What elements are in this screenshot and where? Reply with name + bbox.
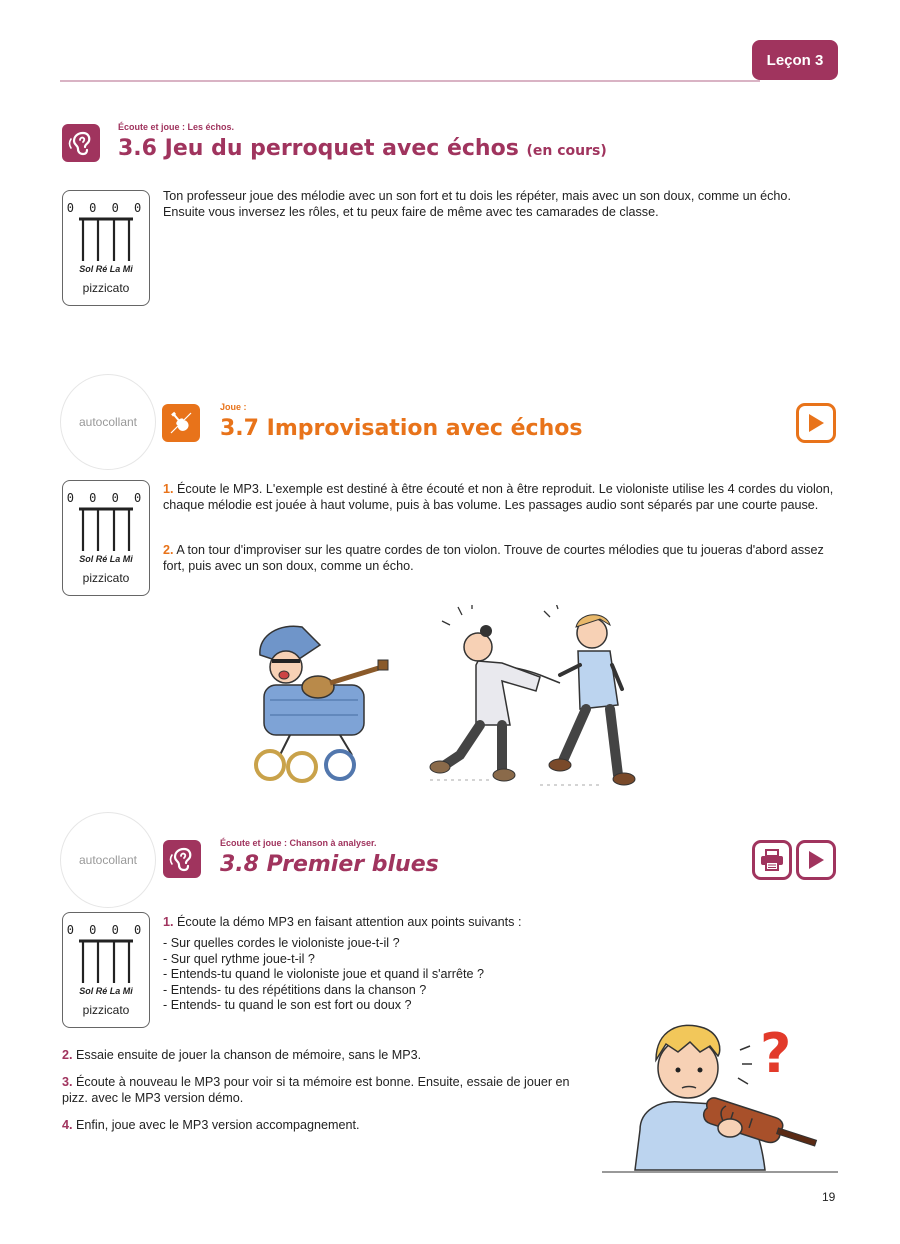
play-icon	[807, 850, 825, 870]
item-number: 4.	[62, 1118, 73, 1132]
ear-icon	[62, 124, 100, 162]
audio-play-button[interactable]	[796, 840, 836, 880]
echo-illustration	[240, 605, 670, 800]
list-item: - Sur quel rythme joue-t-il ?	[163, 951, 315, 966]
section-number: 3.7	[220, 416, 259, 441]
pizzicato-label: pizzicato	[82, 1003, 130, 1017]
string-names: Sol Ré La Mi	[79, 986, 133, 996]
item-number: 3.	[62, 1075, 73, 1089]
open-strings-zeros: 0 0 0 0	[66, 491, 146, 505]
question-list	[163, 936, 643, 1014]
list-item: - Sur quelles cordes le violoniste joue-t-il ?	[163, 936, 400, 950]
play-icon	[807, 413, 825, 433]
section-title-text: Jeu du perroquet avec échos	[164, 136, 519, 161]
section-number: 3.8	[220, 852, 259, 877]
item-text: A ton tour d'improviser sur les quatre cordes de ton violon. Trouve de courtes mélodies que tu joueras d'abord assez fort, puis avec un son doux, comme un écho.	[163, 543, 824, 573]
item-text: Écoute à nouveau le MP3 pour voir si ta mémoire est bonne. Ensuite, essaie de jouer en pizz. avec le MP3 version démo.	[62, 1075, 570, 1105]
instruction-2	[62, 1047, 582, 1063]
pram-drawing	[256, 626, 388, 781]
list-item: - Entends-tu quand le violoniste joue et quand il s'arrête ?	[163, 967, 484, 981]
instruction-4	[62, 1117, 582, 1133]
section-title-text: Premier blues	[266, 852, 439, 877]
sticker-placeholder: autocollant	[60, 374, 156, 470]
string-names: Sol Ré La Mi	[79, 264, 133, 274]
pizzicato-label: pizzicato	[82, 571, 130, 585]
ear-icon	[163, 840, 201, 878]
printer-icon	[760, 849, 784, 871]
string-diagram	[75, 217, 137, 261]
string-diagram	[75, 507, 137, 551]
pizzicato-box	[62, 480, 150, 596]
section-status: (en cours)	[526, 143, 607, 159]
instruction-1	[163, 914, 683, 930]
page-number: 19	[822, 1190, 836, 1204]
section-title	[220, 852, 439, 877]
pizzicato-label: pizzicato	[82, 281, 130, 295]
item-text: Essaie ensuite de jouer la chanson de mémoire, sans le MP3.	[76, 1048, 422, 1062]
header-rule	[60, 80, 760, 82]
item-text: Écoute le MP3. L'exemple est destiné à être écouté et non à être reproduit. Le violoniste utilise les 4 cordes du violon, chaque mélodie est jouée à haut volume, puis à bas volume. Les passages audio sont séparés par une courte pause.	[163, 482, 834, 512]
item-number: 1.	[163, 915, 174, 929]
item-text: Écoute la démo MP3 en faisant attention aux points suivants :	[177, 915, 522, 929]
pizzicato-box	[62, 912, 150, 1028]
lesson-badge: Leçon 3	[752, 40, 838, 80]
instruction-1	[163, 481, 843, 513]
violin-icon	[162, 404, 200, 442]
boy-violin-illustration	[600, 1010, 840, 1180]
open-strings-zeros: 0 0 0 0	[66, 201, 146, 215]
item-text: Enfin, joue avec le MP3 version accompagnement.	[76, 1118, 360, 1132]
section-title	[220, 416, 582, 441]
list-item: - Entends- tu des répétitions dans la chanson ?	[163, 982, 427, 997]
section-title-text: Improvisation avec échos	[266, 416, 583, 441]
section-label: Écoute et joue : Les échos.	[118, 122, 235, 132]
section-label: Écoute et joue : Chanson à analyser.	[220, 838, 377, 848]
item-number: 1.	[163, 482, 174, 496]
section-label: Joue :	[220, 402, 247, 412]
section-number: 3.6	[118, 136, 157, 161]
question-mark: ?	[760, 1022, 792, 1085]
instruction-2	[163, 542, 843, 574]
open-strings-zeros: 0 0 0 0	[66, 923, 146, 937]
list-item: - Entends- tu quand le son est fort ou doux ?	[163, 998, 412, 1012]
sticker-placeholder: autocollant	[60, 812, 156, 908]
string-diagram	[75, 939, 137, 983]
person-leaning-drawing	[430, 605, 560, 781]
string-names: Sol Ré La Mi	[79, 554, 133, 564]
section-title	[118, 136, 607, 161]
print-score-button[interactable]	[752, 840, 792, 880]
section-text: Ton professeur joue des mélodie avec un son fort et tu dois les répéter, mais avec un son doux, comme un écho. Ensuite vous inversez les rôles, et tu peux faire de même avec tes camarades de classe.	[163, 189, 791, 219]
audio-play-button[interactable]	[796, 403, 836, 443]
item-number: 2.	[163, 543, 174, 557]
person-standing-drawing	[544, 605, 635, 785]
item-number: 2.	[62, 1048, 73, 1062]
instruction-3	[62, 1074, 582, 1106]
pizzicato-box	[62, 190, 150, 306]
